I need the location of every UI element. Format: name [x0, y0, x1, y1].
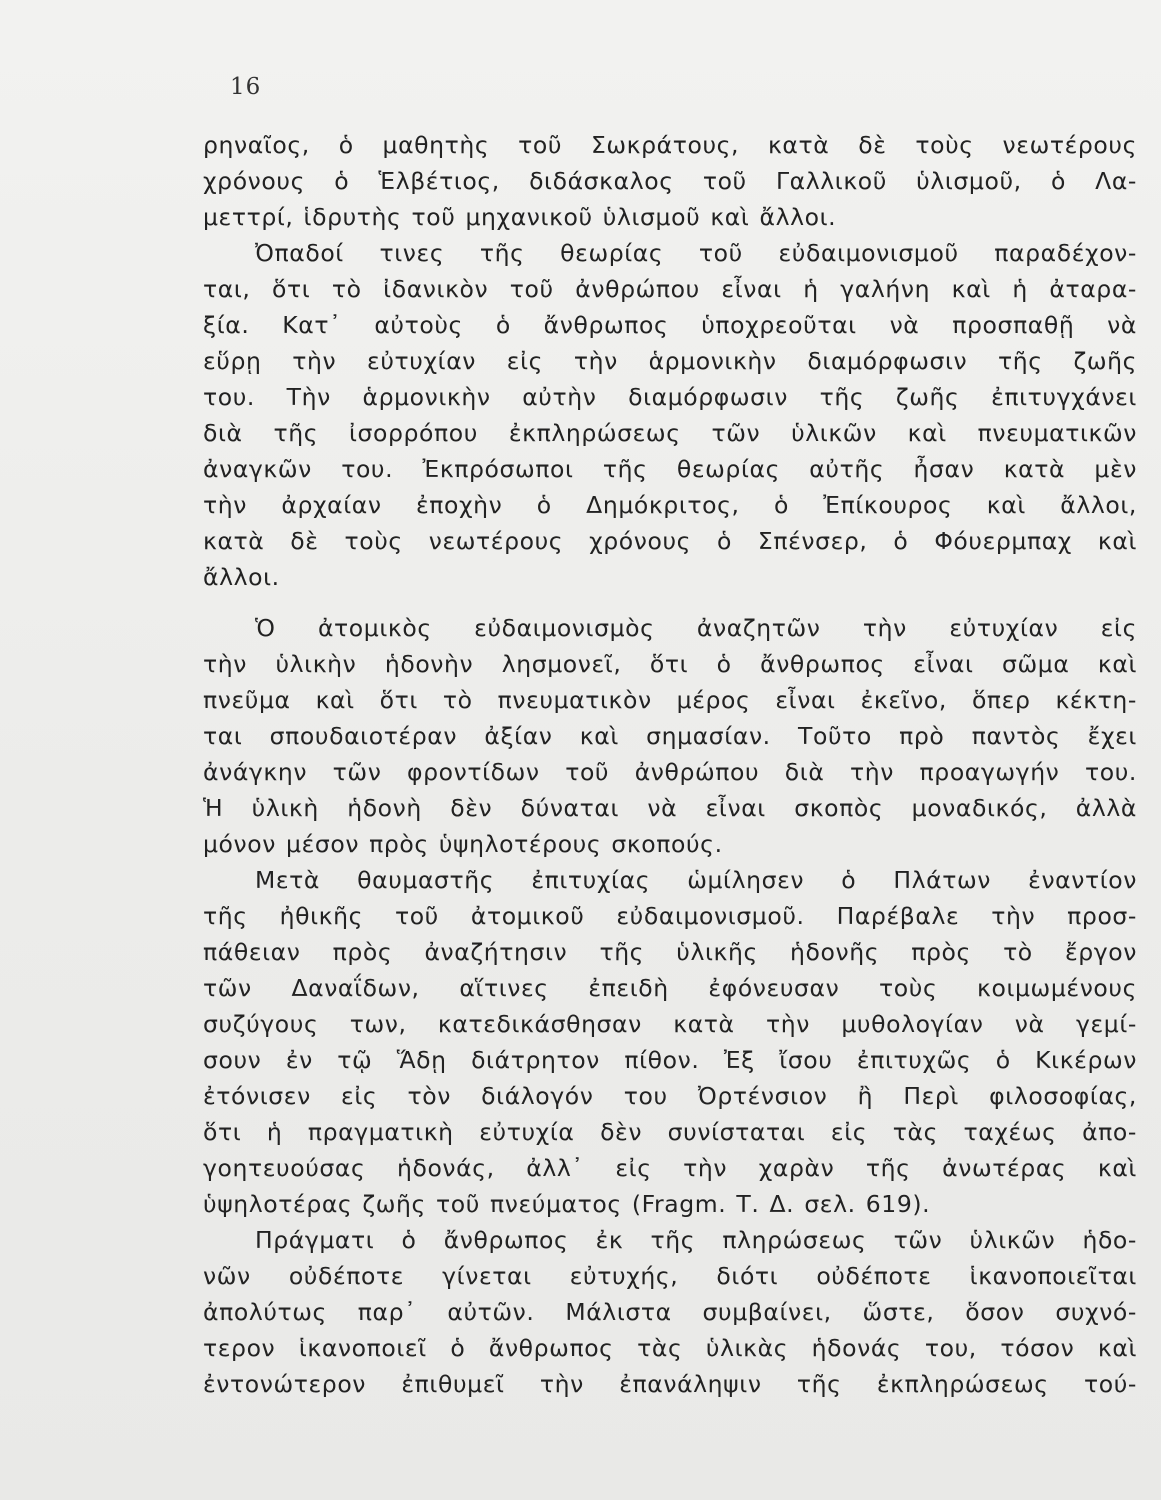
- text-line: του. Τὴν ἁρμονικὴν αὐτὴν διαμόρφωσιν τῆς ζωῆς ἐπιτυγχάνει: [203, 383, 1137, 411]
- text-line: τὴν ὑλικὴν ἡδονὴν λησμονεῖ, ὅτι ὁ ἄνθρωπος εἶναι σῶμα καὶ: [203, 650, 1137, 678]
- text-line: κατὰ δὲ τοὺς νεωτέρους χρόνους ὁ Σπένσερ, ὁ Φόυερμπαχ καὶ: [203, 527, 1137, 555]
- text-line: ὅτι ἡ πραγματικὴ εὐτυχία δὲν συνίσταται εἰς τὰς ταχέως ἀπο-: [203, 1118, 1137, 1146]
- text-line: διὰ τῆς ἰσορρόπου ἐκπληρώσεως τῶν ὑλικῶν καὶ πνευματικῶν: [203, 419, 1137, 447]
- text-line: ἀνάγκην τῶν φροντίδων τοῦ ἀνθρώπου διὰ τὴν προαγωγήν του.: [203, 758, 1137, 786]
- text-line: μεττρί, ἱδρυτὴς τοῦ μηχανικοῦ ὑλισμοῦ καὶ ἄλλοι.: [203, 203, 837, 231]
- text-line: Μετὰ θαυμαστῆς ἐπιτυχίας ὡμίλησεν ὁ Πλάτων ἐναντίον: [255, 866, 1137, 894]
- text-line: Ἡ ὑλικὴ ἡδονὴ δὲν δύναται νὰ εἶναι σκοπὸς μοναδικός, ἀλλὰ: [203, 794, 1137, 822]
- text-line: ρηναῖος, ὁ μαθητὴς τοῦ Σωκράτους, κατὰ δὲ τοὺς νεωτέρους: [203, 131, 1137, 159]
- text-line: ἐτόνισεν εἰς τὸν διάλογόν του Ὀρτένσιον ἢ Περὶ φιλοσοφίας,: [203, 1082, 1137, 1110]
- text-line: Ὁ ἀτομικὸς εὐδαιμονισμὸς ἀναζητῶν τὴν εὐτυχίαν εἰς: [255, 614, 1137, 642]
- text-line: ἀπολύτως παρ᾽ αὐτῶν. Μάλιστα συμβαίνει, ὥστε, ὅσον συχνό-: [203, 1298, 1137, 1326]
- text-line: ται σπουδαιοτέραν ἀξίαν καὶ σημασίαν. Τοῦτο πρὸ παντὸς ἔχει: [203, 722, 1137, 750]
- text-line: Ὀπαδοί τινες τῆς θεωρίας τοῦ εὐδαιμονισμοῦ παραδέχον-: [255, 239, 1137, 267]
- text-line: σουν ἐν τῷ Ἅδῃ διάτρητον πίθον. Ἐξ ἴσου ἐπιτυχῶς ὁ Κικέρων: [203, 1046, 1137, 1074]
- text-line: εὕρῃ τὴν εὐτυχίαν εἰς τὴν ἁρμονικὴν διαμόρφωσιν τῆς ζωῆς: [203, 347, 1137, 375]
- text-line: ἄλλοι.: [203, 563, 280, 591]
- text-line: νῶν οὐδέποτε γίνεται εὐτυχής, διότι οὐδέποτε ἱκανοποιεῖται: [203, 1262, 1137, 1290]
- text-line: μόνον μέσον πρὸς ὑψηλοτέρους σκοπούς.: [203, 830, 723, 858]
- page-number: 16: [230, 74, 262, 100]
- text-line: χρόνους ὁ Ἑλβέτιος, διδάσκαλος τοῦ Γαλλικοῦ ὑλισμοῦ, ὁ Λα-: [203, 167, 1137, 195]
- text-line: τῆς ἠθικῆς τοῦ ἀτομικοῦ εὐδαιμονισμοῦ. Παρέβαλε τὴν προσ-: [203, 902, 1137, 930]
- text-block-main: [203, 610, 1137, 1402]
- text-line: τερον ἱκανοποιεῖ ὁ ἄνθρωπος τὰς ὑλικὰς ἡδονάς του, τόσον καὶ: [203, 1334, 1137, 1362]
- text-line: πάθειαν πρὸς ἀναζήτησιν τῆς ὑλικῆς ἡδονῆς πρὸς τὸ ἔργον: [203, 938, 1137, 966]
- text-line: ξία. Κατ᾽ αὐτοὺς ὁ ἄνθρωπος ὑποχρεοῦται νὰ προσπαθῇ νὰ: [203, 311, 1137, 339]
- text-line: τῶν Δαναΐδων, αἵτινες ἐπειδὴ ἐφόνευσαν τοὺς κοιμωμένους: [203, 974, 1137, 1002]
- text-line: ἐντονώτερον ἐπιθυμεῖ τὴν ἐπανάληψιν τῆς ἐκπληρώσεως τού-: [203, 1370, 1137, 1398]
- text-line: ται, ὅτι τὸ ἰδανικὸν τοῦ ἀνθρώπου εἶναι ἡ γαλήνη καὶ ἡ ἀταρα-: [203, 275, 1137, 303]
- text-line: τὴν ἀρχαίαν ἐποχὴν ὁ Δημόκριτος, ὁ Ἐπίκουρος καὶ ἄλλοι,: [203, 491, 1137, 519]
- text-line: γοητευούσας ἡδονάς, ἀλλ᾽ εἰς τὴν χαρὰν τῆς ἀνωτέρας καὶ: [203, 1154, 1137, 1182]
- text-line: πνεῦμα καὶ ὅτι τὸ πνευματικὸν μέρος εἶναι ἐκεῖνο, ὅπερ κέκτη-: [203, 686, 1137, 714]
- text-line: ἀναγκῶν του. Ἐκπρόσωποι τῆς θεωρίας αὐτῆς ἦσαν κατὰ μὲν: [203, 455, 1137, 483]
- text-line: συζύγους των, κατεδικάσθησαν κατὰ τὴν μυθολογίαν νὰ γεμί-: [203, 1010, 1137, 1038]
- text-block-continuation: [203, 127, 1137, 595]
- text-line: Πράγματι ὁ ἄνθρωπος ἐκ τῆς πληρώσεως τῶν ὑλικῶν ἡδο-: [255, 1226, 1137, 1254]
- text-line: ὑψηλοτέρας ζωῆς τοῦ πνεύματος (Fragm. Τ. Δ. σελ. 619).: [203, 1190, 931, 1218]
